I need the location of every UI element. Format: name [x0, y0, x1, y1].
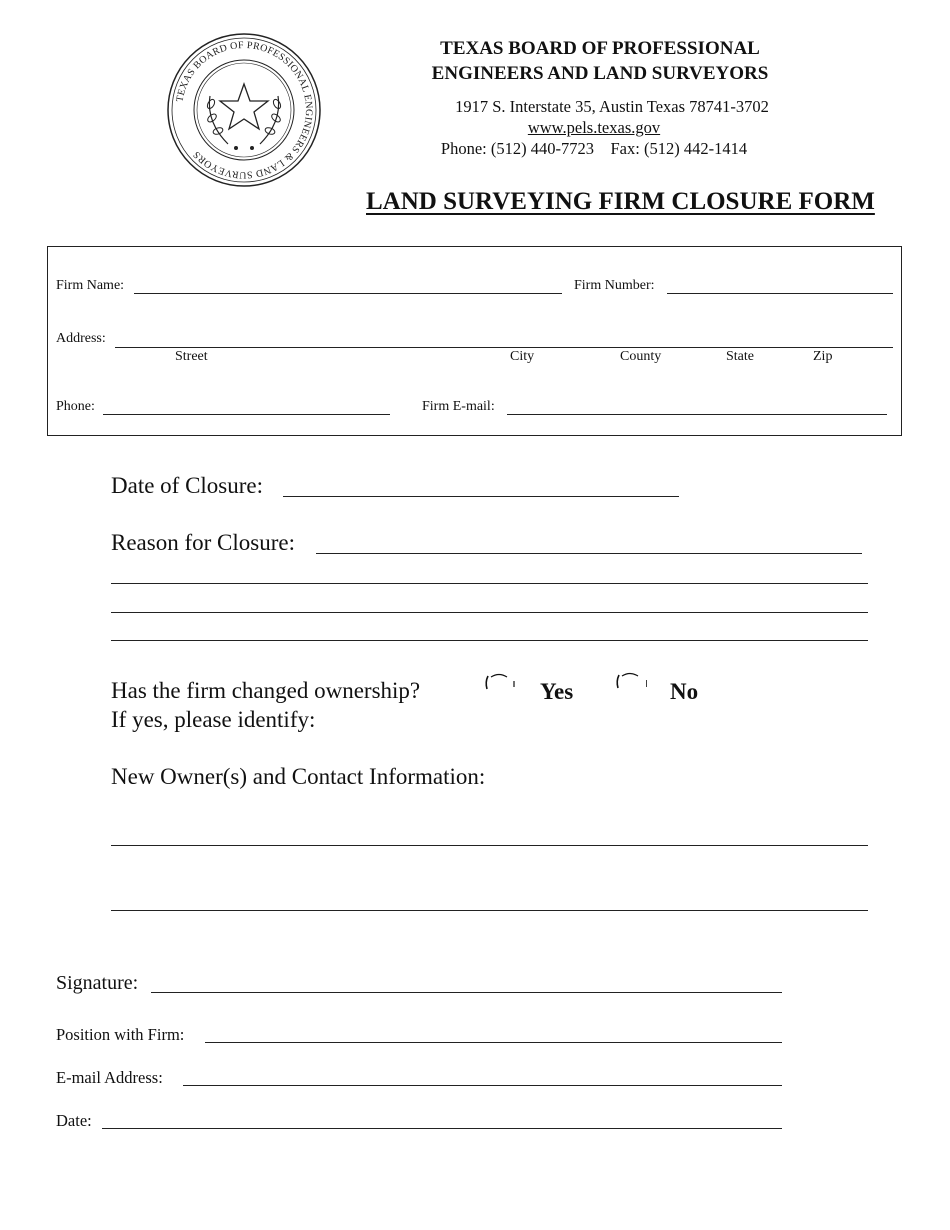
phone-field[interactable] [103, 414, 390, 415]
position-field[interactable] [205, 1042, 782, 1043]
date-label: Date: [56, 1111, 92, 1130]
firm-name-label: Firm Name: [56, 278, 125, 293]
org-name-line2: ENGINEERS AND LAND SURVEYORS [431, 63, 769, 84]
firm-number-field[interactable] [667, 293, 893, 294]
email-address-field[interactable] [183, 1085, 782, 1086]
ownership-question: Has the firm changed ownership? [111, 678, 421, 703]
zip-sublabel: Zip [813, 349, 833, 364]
address-field[interactable] [115, 347, 893, 348]
address-label: Address: [56, 331, 106, 346]
position-label: Position with Firm: [56, 1025, 185, 1044]
email-address-label: E-mail Address: [56, 1068, 163, 1087]
org-phone: Phone: (512) 440-7723 [440, 139, 594, 158]
no-label: No [670, 679, 699, 704]
county-sublabel: County [620, 349, 662, 364]
signature-field[interactable] [151, 992, 782, 993]
yes-label: Yes [540, 679, 574, 704]
reason-field-line4[interactable] [111, 640, 868, 641]
website-line [394, 118, 794, 138]
yes-radio[interactable] [482, 673, 516, 695]
new-owner-field-line2[interactable] [111, 910, 868, 911]
reason-field-line2[interactable] [111, 583, 868, 584]
firm-name-field[interactable] [134, 293, 562, 294]
date-of-closure-field[interactable] [283, 496, 679, 497]
date-of-closure-label: Date of Closure: [111, 473, 264, 498]
org-address: 1917 S. Interstate 35, Austin Texas 78741-3702 [455, 97, 769, 116]
svg-text:TEXAS BOARD OF PROFESSIONAL EN: TEXAS BOARD OF PROFESSIONAL ENGINEERS & LAND SURVEYORS [174, 39, 315, 181]
org-fax: Fax: (512) 442-1414 [610, 139, 748, 158]
website-link[interactable]: www.pels.texas.gov [527, 118, 661, 137]
org-name-line1: TEXAS BOARD OF PROFESSIONAL [440, 38, 760, 59]
firm-number-label: Firm Number: [574, 278, 655, 293]
date-field[interactable] [102, 1128, 782, 1129]
firm-email-field[interactable] [507, 414, 887, 415]
new-owner-label: New Owner(s) and Contact Information: [111, 764, 486, 789]
texas-board-seal [166, 32, 322, 188]
reason-field-line3[interactable] [111, 612, 868, 613]
reason-for-closure-label: Reason for Closure: [111, 530, 295, 555]
reason-field-line1[interactable] [316, 553, 862, 554]
no-radio[interactable] [613, 672, 647, 694]
street-sublabel: Street [175, 349, 208, 364]
form-title: LAND SURVEYING FIRM CLOSURE FORM [366, 188, 875, 215]
phone-label: Phone: [56, 399, 95, 414]
new-owner-field-line1[interactable] [111, 845, 868, 846]
signature-label: Signature: [56, 972, 139, 994]
state-sublabel: State [726, 349, 754, 364]
city-sublabel: City [510, 349, 535, 364]
contact-line [394, 139, 794, 159]
firm-email-label: Firm E-mail: [422, 399, 495, 414]
if-yes-instruction: If yes, please identify: [111, 707, 316, 732]
